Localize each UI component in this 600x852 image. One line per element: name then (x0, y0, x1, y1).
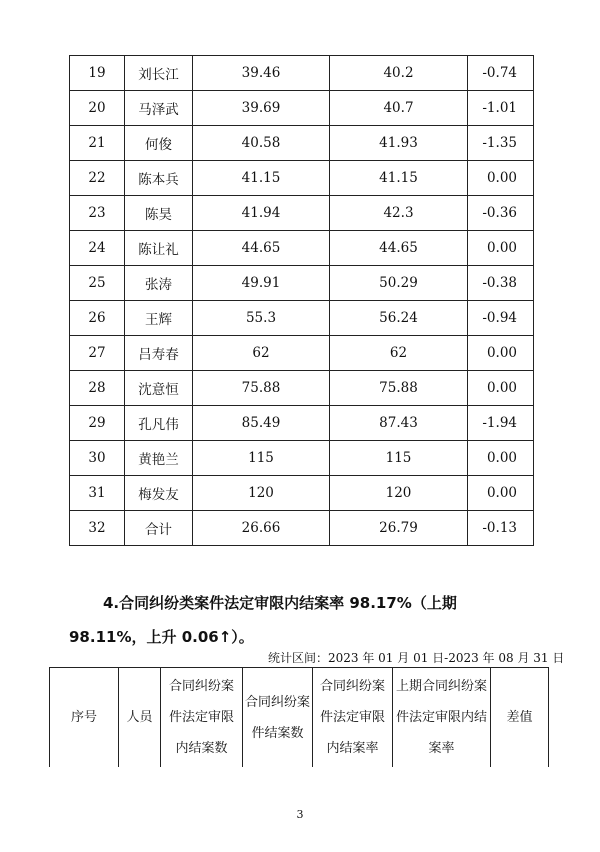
performance-table-body (70, 56, 534, 546)
cell-serial-no: 27 (70, 336, 125, 371)
cell-value-current: 39.69 (193, 91, 330, 126)
table-row (70, 56, 534, 91)
cell-value-current: 40.58 (193, 126, 330, 161)
cell-value-previous: 56.24 (330, 301, 468, 336)
cell-value-current: 39.46 (193, 56, 330, 91)
header-rate: 合同纠纷案件法定审限内结案率 (313, 668, 393, 768)
header-closed-within-limit: 合同纠纷案件法定审限内结案数 (161, 668, 243, 768)
cell-value-current: 115 (193, 441, 330, 476)
cell-value-current: 85.49 (193, 406, 330, 441)
cell-value-previous: 42.3 (330, 196, 468, 231)
cell-difference: -0.36 (468, 196, 534, 231)
cell-person-name: 王辉 (125, 301, 193, 336)
cell-value-previous: 75.88 (330, 371, 468, 406)
cell-value-current: 26.66 (193, 511, 330, 546)
cell-serial-no: 25 (70, 266, 125, 301)
cell-value-previous: 40.7 (330, 91, 468, 126)
cell-difference: 0.00 (468, 161, 534, 196)
table-row (70, 371, 534, 406)
cell-difference: 0.00 (468, 336, 534, 371)
cell-value-current: 44.65 (193, 231, 330, 266)
cell-difference: -1.01 (468, 91, 534, 126)
cell-difference: 0.00 (468, 476, 534, 511)
header-closed-total: 合同纠纷案件结案数 (243, 668, 313, 768)
cell-value-previous: 41.93 (330, 126, 468, 161)
cell-difference: -1.94 (468, 406, 534, 441)
cell-serial-no: 31 (70, 476, 125, 511)
table-row (70, 126, 534, 161)
table-row (70, 476, 534, 511)
cell-serial-no: 20 (70, 91, 125, 126)
cell-difference: 0.00 (468, 231, 534, 266)
performance-table (69, 55, 534, 546)
cell-value-current: 75.88 (193, 371, 330, 406)
cell-serial-no: 32 (70, 511, 125, 546)
cell-value-current: 55.3 (193, 301, 330, 336)
cell-serial-no: 19 (70, 56, 125, 91)
cell-serial-no: 29 (70, 406, 125, 441)
cell-value-previous: 40.2 (330, 56, 468, 91)
cell-serial-no: 26 (70, 301, 125, 336)
cell-value-previous: 26.79 (330, 511, 468, 546)
cell-person-name: 沈意恒 (125, 371, 193, 406)
cell-value-current: 49.91 (193, 266, 330, 301)
cell-person-name: 陈让礼 (125, 231, 193, 266)
header-serial-no: 序号 (50, 668, 119, 768)
cell-person-name: 张涛 (125, 266, 193, 301)
section-heading-line-2: 98.11%，上升 0.06↑）。 (69, 628, 254, 646)
table-row (70, 441, 534, 476)
cell-serial-no: 24 (70, 231, 125, 266)
contract-dispute-table (49, 667, 549, 767)
cell-value-previous: 120 (330, 476, 468, 511)
cell-value-previous: 41.15 (330, 161, 468, 196)
header-person: 人员 (119, 668, 161, 768)
cell-value-current: 62 (193, 336, 330, 371)
table-row (70, 406, 534, 441)
cell-difference: 0.00 (468, 441, 534, 476)
cell-serial-no: 23 (70, 196, 125, 231)
cell-person-name: 陈本兵 (125, 161, 193, 196)
table-row (70, 301, 534, 336)
cell-person-name: 黄艳兰 (125, 441, 193, 476)
cell-difference: 0.00 (468, 371, 534, 406)
table-row (70, 336, 534, 371)
page-number: 3 (296, 808, 304, 821)
section-heading-line-1: 4.合同纠纷类案件法定审限内结案率 98.17%（上期 (103, 594, 457, 612)
cell-person-name: 马泽武 (125, 91, 193, 126)
cell-difference: -0.74 (468, 56, 534, 91)
section-heading (69, 586, 539, 654)
table-header-row (50, 668, 549, 768)
cell-person-name: 吕寿春 (125, 336, 193, 371)
cell-difference: -0.94 (468, 301, 534, 336)
cell-value-current: 41.94 (193, 196, 330, 231)
cell-person-name: 陈昊 (125, 196, 193, 231)
cell-person-name: 何俊 (125, 126, 193, 161)
table-row (70, 231, 534, 266)
cell-value-current: 120 (193, 476, 330, 511)
table-row (70, 161, 534, 196)
cell-value-previous: 62 (330, 336, 468, 371)
table-row (70, 511, 534, 546)
cell-value-previous: 50.29 (330, 266, 468, 301)
cell-value-current: 41.15 (193, 161, 330, 196)
table-row (70, 91, 534, 126)
cell-person-name: 梅发友 (125, 476, 193, 511)
cell-serial-no: 30 (70, 441, 125, 476)
cell-difference: -0.38 (468, 266, 534, 301)
cell-serial-no: 22 (70, 161, 125, 196)
cell-value-previous: 115 (330, 441, 468, 476)
cell-person-name: 刘长江 (125, 56, 193, 91)
table-row (70, 196, 534, 231)
header-prev-rate: 上期合同纠纷案件法定审限内结案率 (393, 668, 491, 768)
cell-person-name: 合计 (125, 511, 193, 546)
cell-difference: -1.35 (468, 126, 534, 161)
cell-value-previous: 87.43 (330, 406, 468, 441)
cell-serial-no: 28 (70, 371, 125, 406)
cell-value-previous: 44.65 (330, 231, 468, 266)
cell-person-name: 孔凡伟 (125, 406, 193, 441)
cell-serial-no: 21 (70, 126, 125, 161)
stats-range: 统计区间：2023 年 01 月 01 日-2023 年 08 月 31 日 (268, 651, 565, 665)
cell-difference: -0.13 (468, 511, 534, 546)
header-diff: 差值 (491, 668, 549, 768)
table-row (70, 266, 534, 301)
